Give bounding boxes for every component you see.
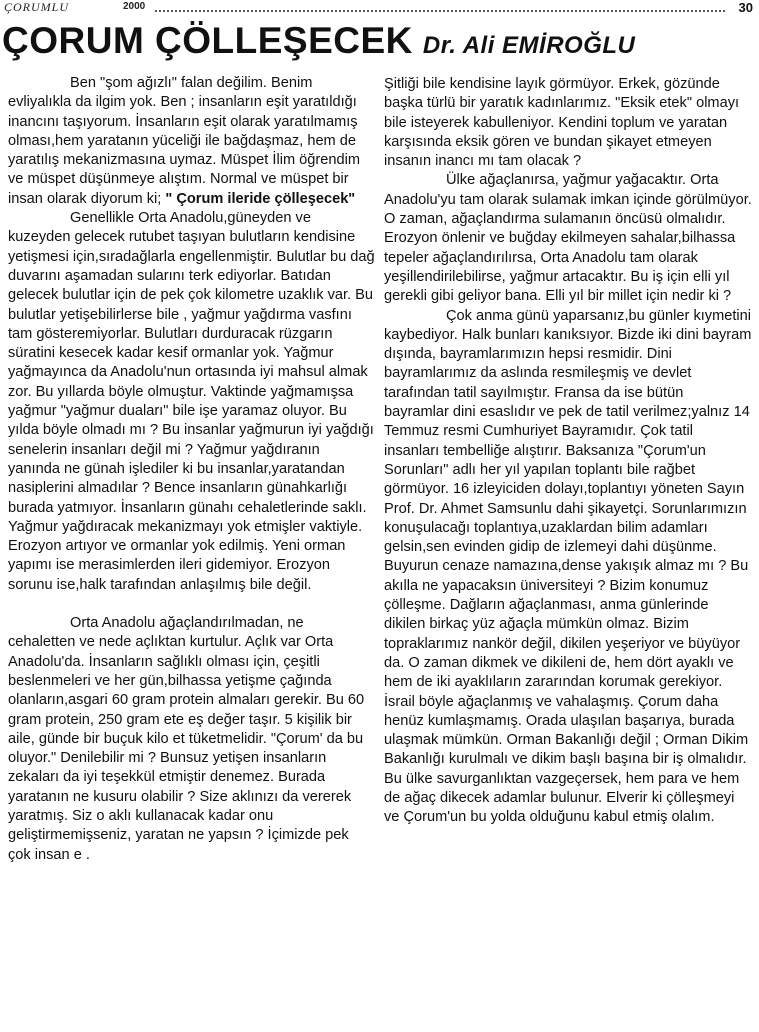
paragraph: Genellikle Orta Anadolu,güneyden ve kuzeyden gelecek rutubet taşıyan bulutların kendisine yetişmesi için,sıradağlarla engellenmiştir. Bulutlar bu dağ duvarını aşamadan sularını terk ediyorlar. Batıdan gelecek bulutlar için de pek çok kilometre uzaklık var. Bu bulutlar yetişebilirlerse bile , yağmur yağdırma vasfını tam gösteremiyorlar. Bulutları durduracak rüzgarın süratini kesecek kadar kesif ormanlar yok. Yağmur yağmayınca da Anadolu'nun ortasında iyi mahsul almak zor. Bu yıllarda böyle olmuştur. Vaktinde yağmamışsa yağmur "yağmur duaları" bile işe yaramaz oluyor. Bu yılda böyle olmadı mı ? Bu insanlar yağmurun iyi yağdığı senelerin insanları değil mi ? Yağmur yağdıranın yanında ne günah işlediler ki bu insanlar,yaratandan nasiplerini almadılar ? Bence insanların günahkarlığı burada yatmıyor. İnsanların günahı cehaletlerinde saklı. Yağmur yağdıracak mekanizmayı yok etmişler vaktiyle. Erozyon artıyor ve ormanlar yok edilmiş. Yeni orman yapımı ise merasimlerden ileri gidemiyor. Erozyon sorunu ise,halk tarafından anlaşılmış bile değil. [8, 210, 375, 593]
paragraph: Ülke ağaçlanırsa, yağmur yağacaktır. Orta Anadolu'yu tam olarak sulamak imkan içinde görülmüyor. O zaman, ağaçlandırma sulamanın öncüsü olmalıdır. Erozyon önlenir ve buğday ekilmeyen sahalar,bilhassa tepeler ağaçlandırılırsa, Orta Anadolu tam olarak yeşillendirilebilirse, yağmur artacaktır. Bu iş için elli yıl gerekli gibi geliyor bana. Elli yıl bir millet için nedir ki ? [384, 172, 752, 305]
paragraph: Çok anma günü yaparsanız,bu günler kıymetini kaybediyor. Halk bunları kanıksıyor. Bizde iki dini bayram dışında, bayramlarımızın hepsi resmidir. Dini bayramlarımız da aslında resmileşmiş ve devlet tarafından tatil sayılmıştır. Fransa da ise bütün bayramlar dini esaslıdır ve pek de tatil verilmez;yalnız 14 Temmuz resmi Cumhuriyet Bayramıdır. Çok tatil insanları tembelliğe alıştırır. Baksanıza "Çorum'un Sorunları" adlı her yıl yapılan toplantı bile rağbet görmüyor. 16 izleyiciden dolayı,toplantıyı yöneten Sayın Prof. Dr. Ahmet Samsunlu dahi şikayetçi. Sorunlarımızın konuşulacağı toplantıya,uzaklardan bilim adamları gelsin,sen evinden gidip de izlemeyi dahi düşünme. Buyurun cenaze namazına,dense yakışık almaz mı ? Bu akılla ne yapacaksın üniversiteyi ? Bizim konumuz çölleşme. Dağların ağaçlanması, anma günlerinde dikilen birkaç yüz ağaçla mümkün olmaz. Bizim topraklarımız nankör değil, dikilen yeşeriyor ve büyüyor da. O zaman dikmek ve dikileni de, hem dört ayaklı ve hem de iki ayaklıların zararından korumak gerekiyor. İsrail böyle ağaçlanmış ve vahalaşmış. Çorum daha henüz kumlaşmamış. Orada ulaşılan başarıya, burada ulaşmak mümkün. Orman Bakanlığı değil ; Orman Dikim Bakanlığı kurulmalı ve dikim başlı başına bir iş olmalıdır. Bu ülke savurganlıktan vazgeçersek, hem para ve hem de ağaç dikecek adamlar bulunur. Elverir ki çölleşmeyi ve Çorum'un bu yolda olduğunu kabul etmiş olalım. [384, 307, 752, 826]
left-column [8, 74, 375, 865]
right-column [384, 75, 752, 828]
paragraph [8, 74, 375, 209]
article-heading [2, 20, 757, 74]
article-author: Dr. Ali EMİROĞLU [422, 32, 636, 59]
paragraph: Şitliği bile kendisine layık görmüyor. Erkek, gözünde başka türlü bir yaratık kadınlarımız. "Eksik etek" olmayı bile isteyerek kabulleniyor. Kendini toplum ve yaratan karşısında eksik gören ve bundan şikayet etmeyen insanın inancı mı tam olacak ? [384, 76, 740, 170]
page-number: 30 [738, 0, 753, 15]
running-head: ÇORUMLU [4, 0, 70, 14]
paragraph-text: Ben "şom ağızlı" falan değilim. Benim evliyalıkla da ilgim yok. Ben ; insanların eşit yaratıldığı inancını taşıyorum. İnsanların eşit olarak yaratılmamış olması,hem yaratanın yüceliği ile bağdaşmaz, hem de yaratılış mekanizmasına uymaz. Müspet İlim öğrendim ve müspet düşünmeye alıştım. Normal ve müspet bir insan olarak diyorum ki; [8, 75, 360, 207]
page-header [0, 0, 759, 18]
dotted-rule [155, 10, 725, 12]
paragraph: Orta Anadolu ağaçlandırılmadan, ne cehaletten ve nede açlıktan kurtulur. Açlık var Orta Anadolu'da. İnsanların sağlıklı olması için, çeşitli beslenmeleri ve her gün,bilhassa yetişme çağında olanların,asgari 60 gram protein almaları gerekir. Bu 60 gram protein, 250 gram ete eş değer taşır. 5 kişilik bir aile, günde bir buçuk kilo et tüketmelidir. "Çorum' da bu oluyor." Denilebilir mi ? Bunsuz yetişen insanların zekaları da iyi teşekkül etmiştir denemez. Burada yaratanın ne kusuru olabilir ? Size aklınızı da vererek yaratmış. Siz o aklı kullanacak kadar onu geliştirmemişseniz, yaratan ne yapsın ? İçimizde pek çok insan e . [8, 615, 365, 863]
bold-quote: " Çorum ileride çölleşecek" [165, 190, 356, 207]
year-label: 2000 [123, 1, 146, 12]
article-title: ÇORUM ÇÖLLEŞECEK [2, 20, 413, 61]
